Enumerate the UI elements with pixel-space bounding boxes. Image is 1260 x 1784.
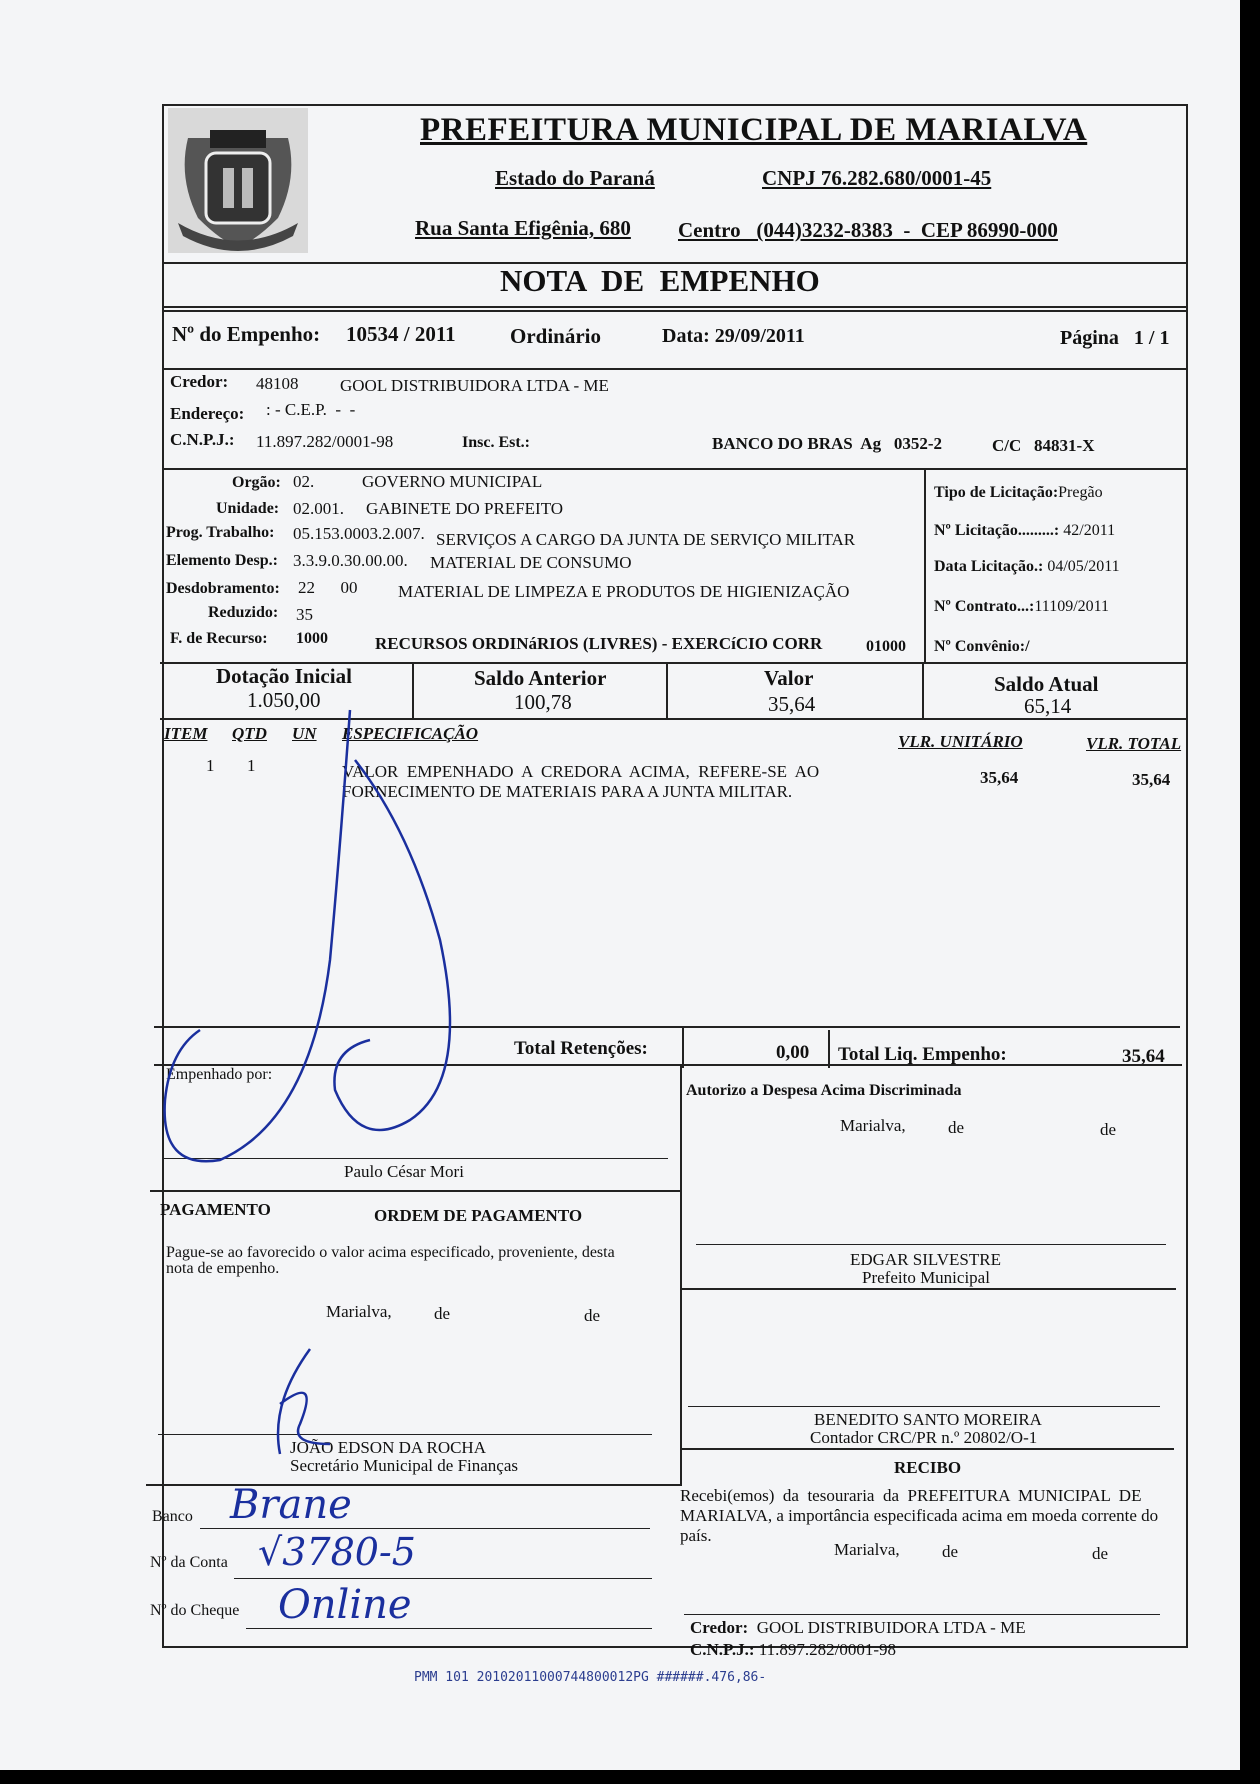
recibo-de2: de [1092, 1544, 1109, 1563]
recurso-number: 01000 [866, 638, 906, 655]
col-un-header: UN [292, 724, 317, 743]
insc-label: Insc. Est.: [462, 434, 531, 451]
header-title: PREFEITURA MUNICIPAL DE MARIALVA [420, 112, 1088, 148]
empenho-number-label: Nº do Empenho: [172, 322, 321, 346]
divider [666, 662, 668, 718]
dotacao-value: 1.050,00 [247, 688, 321, 712]
banco-line [200, 1528, 650, 1529]
header-state: Estado do Paraná [495, 166, 655, 190]
empenho-type: Ordinário [510, 324, 602, 348]
reduzido-label: Reduzido: [208, 604, 279, 621]
recibo-place: Marialva, [834, 1540, 900, 1559]
row-total-value: 35,64 [1132, 770, 1171, 789]
valor-value: 35,64 [768, 692, 816, 716]
divider [682, 1026, 684, 1068]
recibo-credor [690, 1618, 1026, 1638]
recurso-code: 1000 [296, 630, 328, 647]
divider [680, 1064, 682, 1484]
recibo-credor-name: GOOL DISTRIBUIDORA LTDA - ME [756, 1618, 1026, 1637]
col-qtd-header: QTD [232, 724, 267, 743]
pagamento-label: PAGAMENTO [160, 1200, 271, 1219]
pagamento-text2: nota de empenho. [166, 1260, 280, 1277]
bank-info: BANCO DO BRAS Ag 0352-2 [712, 434, 942, 453]
recibo-title: RECIBO [894, 1458, 962, 1477]
divider [680, 1288, 1176, 1290]
row-qtd: 1 [247, 756, 256, 775]
recibo-cnpj [690, 1640, 896, 1660]
row-spec-line2: FORNECIMENTO DE MATERIAIS PARA A JUNTA MILITAR. [342, 782, 793, 801]
credor-cnpj-label: C.N.P.J.: [170, 430, 235, 449]
tipo-licitacao [934, 484, 1103, 502]
recibo-cnpj-value: 11.897.282/0001-98 [758, 1640, 897, 1659]
liquido-label: Total Liq. Empenho: [838, 1044, 1007, 1065]
empenhado-label: Empenhado por: [166, 1066, 273, 1083]
recibo-de1: de [942, 1542, 959, 1561]
accountant-name: BENEDITO SANTO MOREIRA [814, 1410, 1042, 1429]
signature-line [696, 1244, 1166, 1245]
valor-label: Valor [764, 666, 814, 690]
autorizo-de1: de [948, 1118, 965, 1137]
saldo-atual-value: 65,14 [1024, 694, 1072, 718]
banco-handwriting: Brane [230, 1482, 352, 1528]
unidade-label: Unidade: [216, 500, 280, 517]
contrato-label: Nº Contrato...: [934, 598, 1035, 615]
pagamento-text1: Pague-se ao favorecido o valor acima especificado, proveniente, desta [166, 1244, 615, 1261]
row-item: 1 [206, 756, 215, 775]
secretary-name: JOÃO EDSON DA ROCHA [290, 1438, 486, 1457]
mayor-name: EDGAR SILVESTRE [850, 1250, 1001, 1269]
prog-name: SERVIÇOS A CARGO DA JUNTA DE SERVIÇO MILITAR [436, 530, 856, 549]
divider [924, 468, 926, 662]
recibo-text3: país. [680, 1526, 712, 1545]
recibo-cnpj-label: C.N.P.J.: [690, 1640, 755, 1659]
credor-cnpj: 11.897.282/0001-98 [256, 432, 394, 451]
desdobramento-label: Desdobramento: [166, 580, 280, 597]
col-spec-header: ESPECIFICAÇÃO [342, 724, 479, 743]
desdobramento-name: MATERIAL DE LIMPEZA E PRODUTOS DE HIGIENIZAÇÃO [398, 582, 850, 601]
divider [828, 1030, 830, 1068]
cheque-label: Nº do Cheque [150, 1602, 240, 1619]
numero-licitacao-value: 42/2011 [1063, 522, 1116, 539]
contrato-value: 11109/2011 [1034, 598, 1110, 615]
data-licitacao-value: 04/05/2011 [1047, 558, 1120, 575]
dotacao-label: Dotação Inicial [216, 664, 352, 688]
retencoes-value: 0,00 [776, 1042, 810, 1063]
orgao-code: 02. [293, 472, 315, 491]
header-street: Rua Santa Efigênia, 680 [415, 216, 631, 240]
ordem-pagamento-title: ORDEM DE PAGAMENTO [374, 1206, 583, 1225]
orgao-label: Orgão: [232, 474, 281, 491]
divider [162, 310, 1186, 312]
elemento-label: Elemento Desp.: [166, 552, 278, 569]
conta-handwriting: √3780-5 [258, 1530, 416, 1574]
pagamento-place: Marialva, [326, 1302, 392, 1321]
address-label: Endereço: [170, 404, 245, 423]
banco-label: Banco [152, 1508, 193, 1525]
tipo-licitacao-value: Pregão [1058, 484, 1103, 501]
row-spec-line1: VALOR EMPENHADO A CREDORA ACIMA, REFERE-SE AO [342, 762, 820, 781]
pagamento-de2: de [584, 1306, 601, 1325]
recibo-text1: Recebi(emos) da tesouraria da PREFEITURA MUNICIPAL DE [680, 1486, 1142, 1505]
autorizo-label: Autorizo a Despesa Acima Discriminada [686, 1082, 962, 1099]
divider [150, 1190, 682, 1192]
empenho-date: Data: 29/09/2011 [662, 325, 805, 347]
empenho-number: 10534 / 2011 [346, 322, 456, 346]
conta-label: Nº da Conta [150, 1554, 228, 1571]
col-total-header: VLR. TOTAL [1086, 734, 1182, 753]
signature-line [688, 1406, 1160, 1407]
reduzido-value: 35 [296, 605, 313, 624]
elemento-code: 3.3.9.0.30.00.00. [293, 551, 408, 570]
cheque-line [246, 1628, 652, 1629]
unidade-name: GABINETE DO PREFEITO [366, 499, 564, 518]
saldo-anterior-value: 100,78 [514, 690, 572, 714]
convenio-label: Nº Convênio:/ [934, 638, 1030, 655]
divider [146, 1484, 682, 1486]
elemento-name: MATERIAL DE CONSUMO [430, 553, 632, 572]
recurso-name: RECURSOS ORDINáRIOS (LIVRES) - EXERCíCIO CORR [375, 634, 823, 653]
conta-line [234, 1578, 652, 1579]
unidade-code: 02.001. [293, 499, 344, 518]
empenho-page: Página 1 / 1 [1060, 327, 1170, 349]
data-licitacao [934, 558, 1120, 576]
credor-label: Credor: [170, 372, 229, 391]
credor-name: GOOL DISTRIBUIDORA LTDA - ME [340, 376, 609, 395]
col-item-header: ITEM [164, 724, 208, 743]
header-cnpj: CNPJ 76.282.680/0001-45 [762, 166, 992, 190]
signature-scribble-icon [140, 700, 520, 1170]
desdobramento-code: 22 00 [298, 578, 358, 597]
autorizo-place: Marialva, [840, 1116, 906, 1135]
retencoes-label: Total Retenções: [514, 1038, 648, 1059]
pagamento-de1: de [434, 1304, 451, 1323]
prog-label: Prog. Trabalho: [166, 524, 275, 541]
autorizo-de2: de [1100, 1120, 1117, 1139]
secretary-role: Secretário Municipal de Finanças [290, 1456, 519, 1475]
recibo-text2: MARIALVA, a importância especificada acima em moeda corrente do [680, 1506, 1159, 1525]
divider [680, 1448, 1174, 1450]
header-contact: Centro (044)3232-8383 - CEP 86990-000 [678, 218, 1058, 242]
divider [162, 306, 1186, 308]
contrato [934, 598, 1109, 616]
divider [922, 662, 924, 718]
signature-line [684, 1614, 1160, 1615]
numero-licitacao-label: Nº Licitação.........: [934, 522, 1060, 539]
data-licitacao-label: Data Licitação.: [934, 558, 1044, 575]
recurso-label: F. de Recurso: [170, 630, 268, 647]
saldo-anterior-label: Saldo Anterior [474, 666, 607, 690]
secretary-signature-icon [260, 1344, 350, 1464]
saldo-atual-label: Saldo Atual [994, 672, 1099, 696]
credor-code: 48108 [256, 374, 299, 393]
prog-code: 05.153.0003.2.007. [293, 524, 425, 543]
recibo-credor-label: Credor: [690, 1618, 749, 1637]
cheque-handwriting: Online [278, 1582, 412, 1628]
signature-line [158, 1434, 652, 1435]
account-info: C/C 84831-X [992, 436, 1095, 455]
tipo-licitacao-label: Tipo de Licitação: [934, 484, 1059, 501]
doc-title: NOTA DE EMPENHO [500, 263, 820, 298]
liquido-value: 35,64 [1122, 1046, 1165, 1067]
divider [162, 368, 1186, 370]
divider [162, 468, 1186, 470]
orgao-name: GOVERNO MUNICIPAL [362, 472, 543, 491]
accountant-role: Contador CRC/PR n.º 20802/O-1 [810, 1428, 1038, 1447]
mayor-role: Prefeito Municipal [862, 1268, 990, 1287]
numero-licitacao [934, 522, 1115, 540]
col-unit-header: VLR. UNITÁRIO [898, 732, 1023, 751]
footer-code: PMM 101 20102011000744800012PG ######.476,86- [414, 1670, 767, 1685]
address-value: : - C.E.P. - - [266, 400, 356, 419]
row-unit-value: 35,64 [980, 768, 1019, 787]
empenhado-name: Paulo César Mori [344, 1162, 464, 1181]
